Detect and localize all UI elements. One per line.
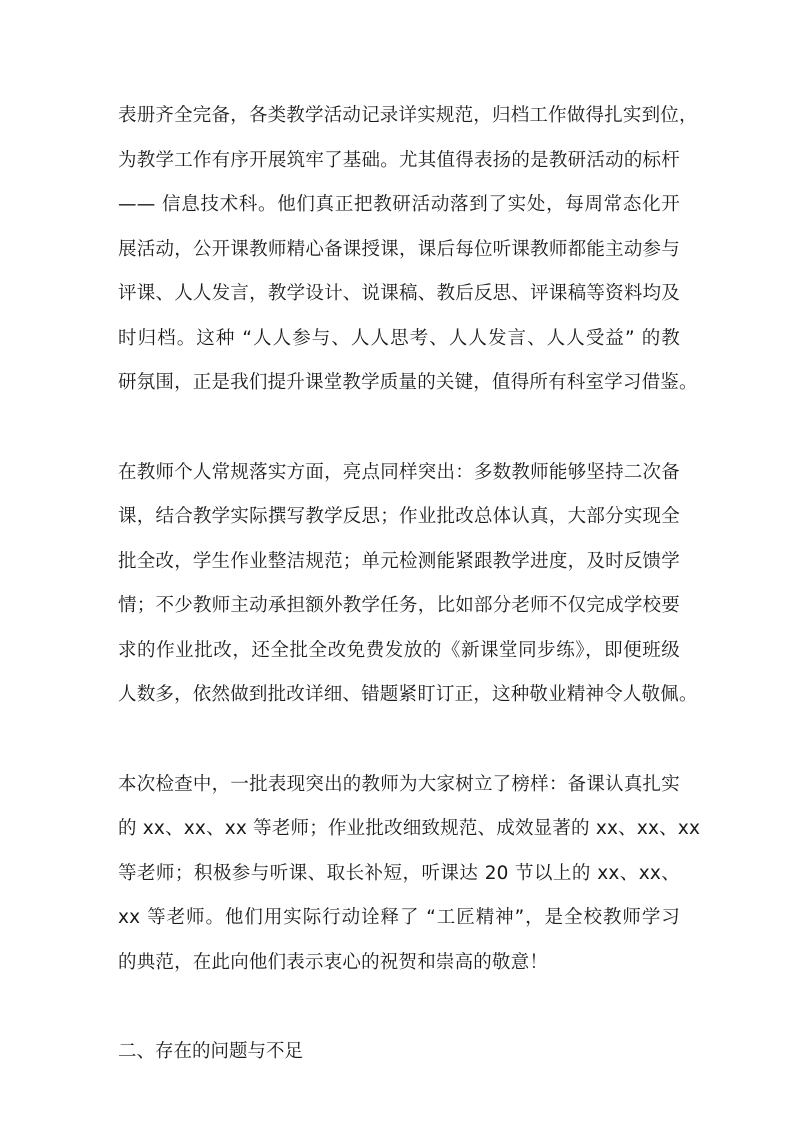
text-line: 展活动，公开课教师精心备课授课，课后每位听课教师都能主动参与 [118, 238, 680, 260]
text-line: 情；不少教师主动承担额外教学任务，比如部分老师不仅完成学校要 [118, 595, 680, 616]
text-line: 本次检查中，一批表现突出的教师为大家树立了榜样：备课认真扎实 [118, 773, 680, 795]
text-line: 等老师；积极参与听课、取长补短，听课达 20 节以上的 xx、xx、 [118, 862, 680, 884]
document-page [118, 94, 701, 1075]
text-line: 时归档。这种 “人人参与、人人思考、人人发言、人人受益” 的教 [118, 327, 680, 349]
text-line: 在教师个人常规落实方面，亮点同样突出：多数教师能够坚持二次备 [118, 461, 680, 483]
text-line: 批全改，学生作业整洁规范；单元检测能紧跟教学进度，及时反馈学 [118, 550, 680, 572]
text-line: 为教学工作有序开展筑牢了基础。尤其值得表扬的是教研活动的标杆 [118, 149, 680, 171]
text-line: 人数多，依然做到批改详细、错题紧盯订正，这种敬业精神令人敬佩。 [118, 684, 698, 705]
text-line: xx 等老师。他们用实际行动诠释了 “工匠精神”，是全校教师学习 [118, 907, 680, 928]
paragraph-outstanding-teachers [118, 763, 701, 986]
text-line: 表册齐全完备，各类教学活动记录详实规范，归档工作做得扎实到位， [118, 105, 698, 126]
paragraph-spacer [118, 406, 680, 451]
paragraph-spacer [118, 718, 680, 763]
text-line: 的 xx、xx、xx 等老师；作业批改细致规范、成效显著的 xx、xx、xx [118, 818, 701, 839]
paragraph-spacer [118, 985, 680, 1030]
paragraph-teacher-routines [118, 451, 698, 718]
text-line: 研氛围，正是我们提升课堂教学质量的关键，值得所有科室学习借鉴。 [118, 372, 698, 393]
text-line: —— 信息技术科。他们真正把教研活动落到了实处，每周常态化开 [118, 194, 680, 215]
paragraph-research-activities [118, 94, 698, 406]
text-line: 课，结合教学实际撰写教学反思；作业批改总体认真，大部分实现全 [118, 506, 680, 527]
section-heading: 二、存在的问题与不足 [118, 1041, 304, 1062]
text-line: 评课、人人发言，教学设计、说课稿、教后反思、评课稿等资料均及 [118, 283, 680, 304]
text-line: 的典范，在此向他们表示衷心的祝贺和崇高的敬意！ [118, 951, 549, 973]
text-line: 求的作业批改，还全批全改免费发放的《新课堂同步练》，即便班级 [118, 639, 680, 661]
